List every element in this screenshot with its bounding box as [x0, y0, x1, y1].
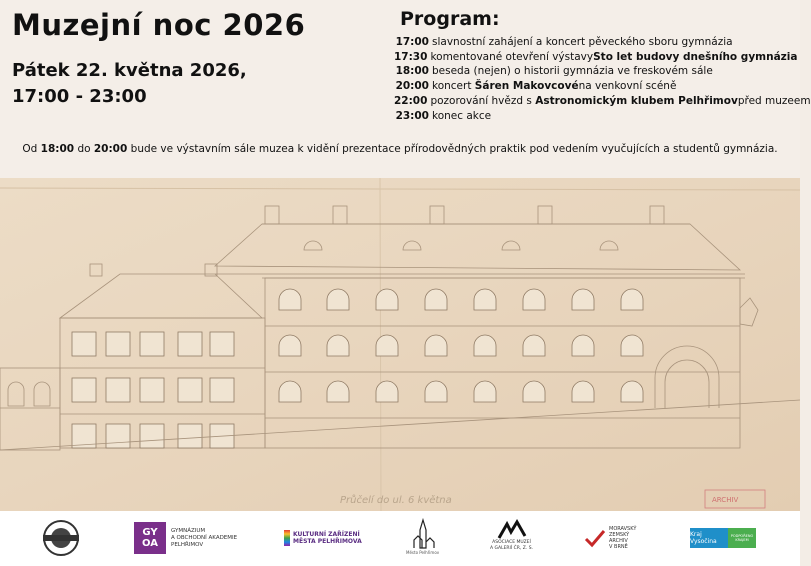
- event-title: Muzejní noc 2026: [12, 8, 306, 42]
- wing-window: [106, 424, 130, 448]
- kultura-icon: [284, 530, 290, 546]
- wing-window: [178, 332, 202, 356]
- vysocina-sub: PODPOŘENO KRAJEM: [728, 528, 756, 548]
- wing-window: [178, 378, 202, 402]
- seal-icon: [35, 518, 87, 558]
- note-time-start: 18:00: [40, 143, 75, 155]
- facade-window: [474, 335, 496, 356]
- mza-line: ZEMSKÝ: [609, 532, 630, 538]
- program-text: komentované otevření výstavy: [430, 50, 594, 63]
- town-text: Město Pelhřimov: [406, 550, 440, 555]
- program-list: [394, 35, 811, 123]
- event-time: 17:00 - 23:00: [12, 86, 147, 107]
- facade-window: [621, 289, 643, 310]
- facade-window: [376, 335, 398, 356]
- vysocina-mark: Kraj Vysočina: [690, 528, 728, 548]
- exhibition-note: [0, 143, 800, 155]
- program-item: [394, 50, 798, 65]
- facade-window: [327, 381, 349, 402]
- kultura-text: [293, 531, 362, 545]
- program-highlight: Sto let budovy dnešního gymnázia: [593, 50, 798, 63]
- wing-window: [106, 378, 130, 402]
- program-text-post: před muzeem: [737, 94, 811, 107]
- facade-window: [523, 289, 545, 310]
- facade-window: [425, 289, 447, 310]
- program-text: pozorování hvězd s: [430, 94, 532, 107]
- facade-window: [425, 335, 447, 356]
- plan-inscription: Průčelí do ul. 6 května: [340, 495, 452, 506]
- note-time-end: 20:00: [93, 143, 128, 155]
- gyoa-line: A OBCHODNÍ AKADEMIE: [171, 534, 238, 541]
- partner-logos: [0, 511, 800, 566]
- note-text: do: [74, 143, 94, 155]
- program-heading: Program:: [400, 8, 500, 30]
- facade-window: [572, 289, 594, 310]
- program-text: slavnostní zahájení a koncert pěveckého sboru gymnázia: [432, 36, 733, 48]
- kultura-line: MĚSTA PELHŘIMOVA: [293, 538, 362, 545]
- facade-window: [376, 381, 398, 402]
- mza-check-icon: [584, 527, 606, 549]
- wing-window: [106, 332, 130, 356]
- mza-line: V BRNĚ: [609, 544, 628, 550]
- mza-line: ARCHIV: [609, 538, 628, 544]
- vysocina-logo[interactable]: [690, 518, 756, 558]
- kultura-line: KULTURNÍ ZAŘÍZENÍ: [293, 531, 360, 538]
- program-highlight: Astronomickým klubem Pelhřimov: [535, 94, 738, 107]
- program-time: 22:00: [394, 94, 428, 107]
- amg-text: [490, 540, 533, 551]
- program-text: koncert: [432, 80, 472, 93]
- facade-window: [425, 381, 447, 402]
- facade-window: [279, 381, 301, 402]
- facade-drawing: [0, 178, 800, 511]
- kultura-logo[interactable]: [284, 518, 362, 558]
- program-time: 18:00: [395, 65, 429, 78]
- facade-window: [279, 335, 301, 356]
- town-logo[interactable]: [406, 518, 439, 558]
- facade-window: [376, 289, 398, 310]
- amg-icon: [497, 518, 527, 540]
- gyoa-line: GYMNÁZIUM: [171, 527, 206, 534]
- mza-text: [609, 526, 636, 550]
- program-item: [394, 79, 794, 94]
- program-time: 23:00: [395, 109, 429, 122]
- program-text-post: na venkovní scéně: [578, 80, 677, 93]
- header-section: [0, 0, 811, 178]
- event-day: Pátek 22. května 2026,: [12, 60, 247, 81]
- program-item: [394, 35, 794, 50]
- mza-logo[interactable]: [584, 518, 636, 558]
- wing-window: [72, 332, 96, 356]
- facade-window: [572, 335, 594, 356]
- amg-logo[interactable]: [490, 518, 533, 558]
- program-text: konec akce: [432, 109, 492, 122]
- stamp-text: ARCHIV: [712, 496, 739, 504]
- facade-window: [327, 335, 349, 356]
- wing-window: [140, 424, 164, 448]
- facade-window: [327, 289, 349, 310]
- facade-window: [279, 289, 301, 310]
- program-time: 17:30: [394, 50, 428, 63]
- facade-window: [621, 335, 643, 356]
- gyoa-logo[interactable]: [134, 518, 237, 558]
- program-item: [394, 64, 794, 79]
- facade-window: [474, 381, 496, 402]
- facade-window: [523, 335, 545, 356]
- town-church-icon: [408, 518, 438, 550]
- wing-window: [210, 332, 234, 356]
- facade-window: [474, 289, 496, 310]
- program-text: beseda (nejen) o historii gymnázia ve freskovém sále: [432, 65, 713, 78]
- program-time: 20:00: [395, 80, 429, 93]
- wing-window: [140, 332, 164, 356]
- gyoa-text: [171, 528, 237, 549]
- facade-window: [572, 381, 594, 402]
- amg-line: A GALERIÍ ČR, Z. S.: [490, 545, 533, 551]
- program-highlight: Šáren Makovcové: [474, 80, 579, 93]
- program-item: [394, 109, 794, 124]
- mza-line: MORAVSKÝ: [609, 526, 637, 532]
- wing-window: [72, 378, 96, 402]
- wing-window: [210, 378, 234, 402]
- museum-seal-logo[interactable]: [35, 518, 87, 558]
- wing-window: [140, 378, 164, 402]
- gyoa-line: PELHŘIMOV: [171, 541, 204, 548]
- amg-line: ASOCIACE MUZEÍ: [492, 540, 531, 545]
- program-item: [394, 94, 811, 109]
- note-text: bude ve výstavním sále muzea k vidění prezentace přírodovědných praktik pod vedením vyučujících a studentů gymnázia.: [127, 143, 778, 155]
- building-plan-drawing: [0, 178, 800, 511]
- program-time: 17:00: [395, 36, 429, 48]
- wing-window: [178, 424, 202, 448]
- event-date: [12, 58, 247, 110]
- note-text: Od: [22, 143, 41, 155]
- gyoa-mark: GY OA: [134, 522, 166, 554]
- facade-window: [621, 381, 643, 402]
- facade-window: [523, 381, 545, 402]
